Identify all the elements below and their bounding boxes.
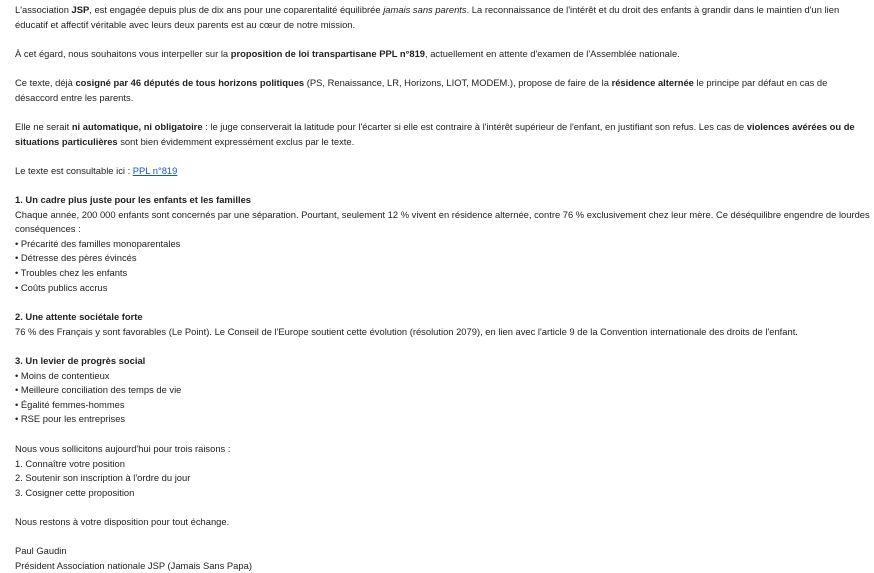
ppl-819-link[interactable]: PPL n°819 <box>132 165 178 176</box>
signature-name: Paul Gaudin <box>15 545 67 556</box>
section-1-title: 1. Un cadre plus juste pour les enfants et les familles <box>15 194 252 205</box>
cosign-highlight: cosigné par 46 députés de tous horizons politiques <box>75 77 305 88</box>
cosign-paragraph <box>15 76 871 105</box>
list-item: • Égalité femmes-hommes <box>15 398 871 413</box>
signature <box>15 544 871 573</box>
list-item: • Détresse des pères évincés <box>15 251 871 266</box>
section-2-text: 76 % des Français y sont favorables (Le Point). Le Conseil de l'Europe soutient cette évolution (résolution 2079), en lien avec l'article 9 de la Convention internationale des droits de l'enfant. <box>15 325 798 337</box>
list-item: • Coûts publics accrus <box>15 281 871 296</box>
law-proposal-name: proposition de loi transpartisane PPL n°819 <box>230 48 425 59</box>
intro-text-3: . La reconnaissance de l'intérêt et du droit des enfants à grandir dans le maintien d'un lien éducatif et affectif véritable avec leurs deux parents est au cœur de notre mission. <box>15 4 840 30</box>
conditions-highlight: ni automatique, ni obligatoire <box>71 121 203 132</box>
residence-highlight: résidence alternée <box>611 77 694 88</box>
law-text-1: À cet égard, nous souhaitons vous interpeller sur la <box>15 48 231 59</box>
conditions-text-3: sont bien évidemment expressément exclus par le texte. <box>117 135 355 147</box>
list-item: • RSE pour les entreprises <box>15 412 871 427</box>
cosign-text-1: Ce texte, déjà <box>15 77 76 88</box>
section-3-title: 3. Un levier de progrès social <box>15 355 146 366</box>
section-1 <box>15 193 871 295</box>
link-label: Le texte est consultable ici : <box>15 165 133 176</box>
reason-item: 2. Soutenir son inscription à l'ordre du jour <box>15 472 191 484</box>
law-text-2: , actuellement en attente d'examen de l'Assemblée nationale. <box>425 48 680 59</box>
intro-paragraph <box>15 3 871 32</box>
list-item: • Troubles chez les enfants <box>15 266 871 281</box>
motto-italic: jamais sans parents <box>383 4 467 15</box>
intro-text: L'association <box>15 4 72 15</box>
reason-item: 3. Cosigner cette proposition <box>15 486 135 498</box>
signature-role: Président Association nationale JSP (Jamais Sans Papa) <box>15 559 252 571</box>
conditions-text-1: Elle ne serait <box>15 121 72 132</box>
conditions-paragraph <box>15 120 871 149</box>
section-3 <box>15 354 871 427</box>
reasons-section <box>15 442 871 500</box>
exclusions-highlight: violences avérées ou de situations particulières <box>15 121 855 147</box>
conditions-text-2: : le juge conserverait la latitude pour l'écarter si elle est contraire à l'intérêt supérieur de l'enfant, en justifiant son refus. Les cas de <box>202 121 747 132</box>
association-name: JSP <box>71 4 90 15</box>
list-item: • Moins de contentieux <box>15 369 871 384</box>
section-1-text: Chaque année, 200 000 enfants sont concernés par une séparation. Pourtant, seulement 12 % vivent en résidence alternée, contre 76 % exclusivement chez leur mère. Ce déséquilibre engendre de lourdes conséquences : <box>15 208 870 235</box>
cosign-text-2: (PS, Renaissance, LR, Horizons, LIOT, MODEM.), propose de faire de la <box>304 77 612 88</box>
reason-item: 1. Connaître votre position <box>15 457 125 469</box>
reasons-intro: Nous vous sollicitons aujourd'hui pour trois raisons : <box>15 443 231 454</box>
closing-line: Nous restons à votre disposition pour tout échange. <box>15 516 230 527</box>
link-paragraph <box>15 164 871 179</box>
section-2-title: 2. Une attente sociétale forte <box>15 311 143 322</box>
list-item: • Meilleure conciliation des temps de vie <box>15 383 871 398</box>
intro-text-2: , est engagée depuis plus de dix ans pour une coparentalité équilibrée <box>89 4 384 15</box>
law-proposal-paragraph <box>15 47 871 62</box>
cosign-text-3: le principe par défaut en cas de désaccord entre les parents. <box>15 77 828 103</box>
section-2 <box>15 310 871 339</box>
list-item: • Précarité des familles monoparentales <box>15 237 871 252</box>
